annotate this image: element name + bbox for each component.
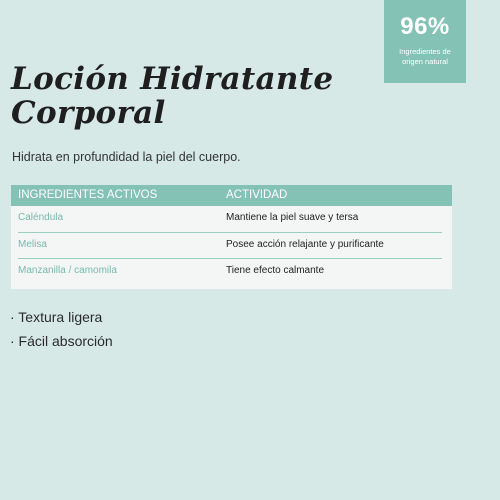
ingredient-cell: Melisa xyxy=(18,238,47,250)
feature-item: · Textura ligera xyxy=(10,309,103,325)
table-row xyxy=(11,259,452,286)
product-title xyxy=(11,62,333,130)
product-title-line1: Loción Hidratante xyxy=(11,61,334,97)
feature-item: · Fácil absorción xyxy=(10,333,113,349)
product-subtitle: Hidrata en profundidad la piel del cuerpo. xyxy=(12,150,241,164)
header-ingredients: INGREDIENTES ACTIVOS xyxy=(18,189,158,201)
badge-caption-line1: Ingredientes de xyxy=(399,47,451,56)
ingredient-cell: Caléndula xyxy=(18,212,64,223)
feature-list xyxy=(10,305,113,353)
ingredients-table xyxy=(11,185,452,289)
badge-percent: 96% xyxy=(400,13,450,40)
table-row xyxy=(11,206,452,233)
activity-cell: Posee acción relajante y purificante xyxy=(226,238,384,250)
table-header xyxy=(11,185,452,206)
product-title-line2: Corporal xyxy=(11,95,166,131)
natural-origin-badge xyxy=(384,0,466,83)
activity-cell: Mantiene la piel suave y tersa xyxy=(226,212,359,223)
header-activity: ACTIVIDAD xyxy=(226,189,288,201)
badge-caption-line2: origen natural xyxy=(402,57,448,66)
table-row xyxy=(11,233,452,260)
badge-caption xyxy=(384,47,466,67)
activity-cell: Tiene efecto calmante xyxy=(226,265,325,276)
ingredient-cell: Manzanilla / camomila xyxy=(18,265,117,276)
